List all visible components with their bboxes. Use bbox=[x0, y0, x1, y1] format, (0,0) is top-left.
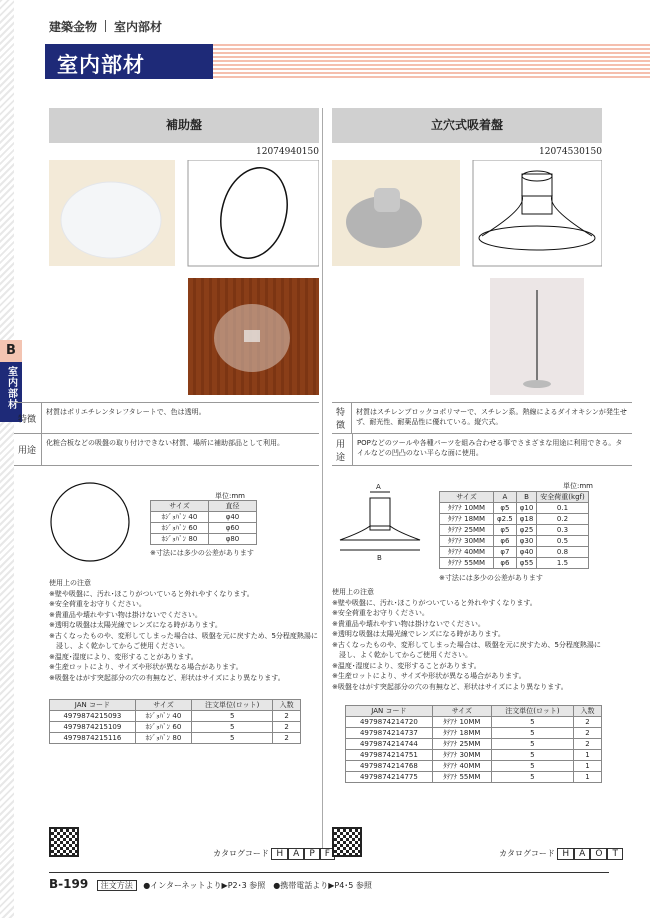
breadcrumb bbox=[49, 18, 162, 35]
jan-header: 注文単位(ロット) bbox=[192, 700, 273, 711]
size-cell: φ7 bbox=[494, 547, 517, 558]
jan-cell: 4979874215109 bbox=[50, 722, 136, 733]
note-line: ※吸盤をはがす突起部分の穴の有無など、形状はサイズにより異なります。 bbox=[49, 673, 285, 682]
jan-cell: ﾀﾃｱﾅ 40MM bbox=[432, 761, 491, 772]
size-header: 安全荷重(kgf) bbox=[537, 492, 588, 503]
size-cell: 0.2 bbox=[537, 514, 588, 525]
jan-cell: 4979874215116 bbox=[50, 733, 136, 744]
suction-plate-photo bbox=[61, 182, 161, 258]
left-notes bbox=[49, 578, 319, 683]
jan-cell: 5 bbox=[192, 711, 273, 722]
catalog-char: F bbox=[320, 848, 335, 860]
note-line: ※生産ロットにより、サイズや形状が異なる場合があります。 bbox=[49, 663, 243, 671]
jan-cell: 2 bbox=[573, 717, 601, 728]
use-text: POPなどのツールや各種パーツを組み合わせる事でさまざまな用途に利用できる。タイルなどの凹凸のない平らな面に使用。 bbox=[356, 439, 623, 457]
jan-cell: 5 bbox=[491, 750, 573, 761]
tube-outline bbox=[370, 498, 390, 530]
breadcrumb-separator bbox=[105, 20, 106, 32]
size-cell: φ80 bbox=[209, 534, 257, 545]
spec-text: 材質はポリエチレンタレフタレートで、色は透明。 bbox=[46, 408, 206, 416]
jan-header: JAN コード bbox=[346, 706, 433, 717]
size-cell: φ40 bbox=[209, 512, 257, 523]
qr-code bbox=[49, 827, 79, 857]
jan-header: サイズ bbox=[432, 706, 491, 717]
left-size-table bbox=[150, 500, 257, 545]
size-cell: φ55 bbox=[516, 558, 537, 569]
size-header: B bbox=[516, 492, 537, 503]
catalog-char: A bbox=[574, 848, 590, 860]
catalog-label: カタログコード bbox=[213, 849, 269, 858]
size-header: サイズ bbox=[151, 501, 209, 512]
spec-label: 特徴 bbox=[14, 403, 42, 433]
catalog-code bbox=[213, 848, 335, 860]
catalog-char: H bbox=[557, 848, 574, 860]
note-line: ※貴重品や壊れやすい物は掛けないでください。 bbox=[332, 619, 485, 628]
dim-b-label: B bbox=[377, 554, 382, 562]
note-line: ※温度･湿度により、変形することがあります。 bbox=[332, 661, 481, 670]
note-line: ※温度･湿度により、変形することがあります。 bbox=[49, 652, 198, 661]
suction-cup-stem bbox=[374, 188, 400, 212]
left-use-row bbox=[14, 433, 319, 466]
jan-cell: ﾀﾃｱﾅ 10MM bbox=[432, 717, 491, 728]
side-tab-letter: B bbox=[0, 340, 22, 362]
hatch-border bbox=[0, 0, 14, 918]
size-cell: ﾎｼﾞｮﾊﾞﾝ 40 bbox=[151, 512, 209, 523]
jan-cell: ﾀﾃｱﾅ 55MM bbox=[432, 772, 491, 783]
jan-cell: 2 bbox=[273, 711, 301, 722]
size-cell: φ5 bbox=[494, 503, 517, 514]
jan-header: 入数 bbox=[573, 706, 601, 717]
jan-cell: 2 bbox=[273, 733, 301, 744]
jan-cell: ﾀﾃｱﾅ 25MM bbox=[432, 739, 491, 750]
product-code: 12074940150 bbox=[256, 147, 319, 157]
jan-cell: 2 bbox=[573, 739, 601, 750]
jan-cell: ﾎｼﾞｮﾊﾞﾝ 40 bbox=[135, 711, 191, 722]
size-cell: φ60 bbox=[209, 523, 257, 534]
jan-cell: 2 bbox=[273, 722, 301, 733]
size-header: A bbox=[494, 492, 517, 503]
catalog-char: O bbox=[590, 848, 607, 860]
note-line: ※安全荷重をお守りください。 bbox=[332, 609, 429, 617]
jan-cell: ﾎｼﾞｮﾊﾞﾝ 60 bbox=[135, 722, 191, 733]
jan-cell: 5 bbox=[491, 728, 573, 739]
size-cell: φ25 bbox=[516, 525, 537, 536]
size-cell: 0.8 bbox=[537, 547, 588, 558]
size-cell: ﾀﾃｱﾅ 10MM bbox=[440, 503, 494, 514]
size-cell: φ30 bbox=[516, 536, 537, 547]
right-spec-row bbox=[332, 402, 632, 433]
jan-cell: 4979874214737 bbox=[346, 728, 433, 739]
note-line: ※透明な吸盤は太陽光線でレンズになる時があります。 bbox=[332, 630, 505, 638]
jan-cell: 5 bbox=[491, 739, 573, 750]
jan-header: 入数 bbox=[273, 700, 301, 711]
use-label: 用途 bbox=[14, 434, 42, 465]
size-cell: φ2.5 bbox=[494, 514, 517, 525]
side-tab-label: 室内部材 bbox=[5, 366, 17, 410]
left-jan-table bbox=[49, 699, 301, 744]
note-line: ※生産ロットにより、サイズや形状が異なる場合があります。 bbox=[332, 672, 526, 680]
size-cell: ﾀﾃｱﾅ 30MM bbox=[440, 536, 494, 547]
size-header: サイズ bbox=[440, 492, 494, 503]
catalog-label: カタログコード bbox=[499, 849, 555, 858]
note-line: 浸し、よく乾かしてからご使用ください。 bbox=[332, 651, 472, 659]
note-line: 浸し、よく乾かしてからご使用ください。 bbox=[49, 642, 189, 650]
jan-cell: 4979874215093 bbox=[50, 711, 136, 722]
title-stripes bbox=[213, 44, 650, 79]
jan-cell: 5 bbox=[491, 761, 573, 772]
size-header: 直径 bbox=[209, 501, 257, 512]
jan-cell: 5 bbox=[491, 772, 573, 783]
note-line: ※安全荷重をお守りください。 bbox=[49, 600, 146, 608]
jan-cell: 5 bbox=[491, 717, 573, 728]
stand-base bbox=[523, 380, 551, 388]
right-use-row bbox=[332, 433, 632, 466]
jan-cell: ﾀﾃｱﾅ 30MM bbox=[432, 750, 491, 761]
drawing-frame bbox=[188, 160, 319, 266]
note-line: ※古くなったものや、変形してしまった場合は、吸盤を元に戻すため、5分程度熱湯に bbox=[49, 631, 318, 640]
product-name: 補助盤 bbox=[49, 108, 319, 143]
tolerance-note: ※寸法には多少の公差があります bbox=[150, 549, 254, 557]
jan-cell: 5 bbox=[192, 722, 273, 733]
notes-title: 使用上の注意 bbox=[332, 588, 374, 596]
spec-text: 材質はスチレンブロックコポリマーで、スチレン系。熱線によるダイオキシンが発生せず、耐光性、耐薬品性に優れている。縦穴式。 bbox=[355, 408, 627, 426]
catalog-char: T bbox=[607, 848, 623, 860]
use-text: 化粧合板などの吸盤の取り付けできない材質、場所に補助部品として利用。 bbox=[46, 439, 284, 447]
dim-a-label: A bbox=[376, 483, 381, 491]
jan-cell: 4979874214775 bbox=[346, 772, 433, 783]
catalog-char: A bbox=[288, 848, 304, 860]
product-left bbox=[49, 108, 319, 157]
size-cell: 0.1 bbox=[537, 503, 588, 514]
unit-label: 単位:mm bbox=[215, 492, 245, 500]
unit-label: 単位:mm bbox=[563, 482, 593, 490]
qr-code bbox=[332, 827, 362, 857]
note-line: ※古くなったものや、変形してしまった場合は、吸盤を元に戻すため、5分程度熱湯に bbox=[332, 640, 601, 649]
column-divider bbox=[322, 108, 323, 848]
breadcrumb-item: 建築金物 bbox=[49, 20, 98, 34]
size-cell: φ10 bbox=[516, 503, 537, 514]
size-cell: φ6 bbox=[494, 558, 517, 569]
jan-cell: 4979874214720 bbox=[346, 717, 433, 728]
left-product-images bbox=[49, 160, 319, 395]
jan-cell: 1 bbox=[573, 772, 601, 783]
size-cell: ﾀﾃｱﾅ 25MM bbox=[440, 525, 494, 536]
jan-header: サイズ bbox=[135, 700, 191, 711]
left-dimension-drawing bbox=[49, 481, 131, 563]
plate-outline bbox=[51, 483, 129, 561]
order-method-text: ●インターネットより▶P2･3 参照 ●携帯電話より▶P4･5 参照 bbox=[143, 881, 372, 890]
notes-title: 使用上の注意 bbox=[49, 579, 91, 587]
page-number: B-199 bbox=[49, 877, 89, 891]
catalog-code bbox=[499, 848, 623, 860]
note-line: ※透明な吸盤は太陽光線でレンズになる時があります。 bbox=[49, 621, 222, 629]
size-cell: φ40 bbox=[516, 547, 537, 558]
note-line: ※壁や吸盤に、汚れ･ほこりがついていると外れやすくなります。 bbox=[49, 589, 254, 598]
left-spec-row bbox=[14, 402, 319, 433]
product-code: 12074530150 bbox=[539, 147, 602, 157]
catalog-char: H bbox=[271, 848, 288, 860]
jan-cell: ﾎｼﾞｮﾊﾞﾝ 80 bbox=[135, 733, 191, 744]
product-name: 立穴式吸着盤 bbox=[332, 108, 602, 143]
jan-cell: 4979874214768 bbox=[346, 761, 433, 772]
cup-outline bbox=[340, 526, 420, 540]
size-cell: 0.5 bbox=[537, 536, 588, 547]
jan-header: 注文単位(ロット) bbox=[491, 706, 573, 717]
spec-label: 特徴 bbox=[332, 403, 352, 433]
catalog-char: P bbox=[304, 848, 319, 860]
order-method-label: 注文方法 bbox=[97, 880, 137, 891]
right-dimension-drawing bbox=[332, 480, 427, 565]
note-line: ※壁や吸盤に、汚れ･ほこりがついていると外れやすくなります。 bbox=[332, 598, 537, 607]
size-cell: 1.5 bbox=[537, 558, 588, 569]
jan-cell: 4979874214744 bbox=[346, 739, 433, 750]
note-line: ※貴重品や壊れやすい物は掛けないでください。 bbox=[49, 610, 202, 619]
right-notes bbox=[332, 587, 622, 692]
size-cell: ﾎｼﾞｮﾊﾞﾝ 80 bbox=[151, 534, 209, 545]
size-cell: ﾎｼﾞｮﾊﾞﾝ 60 bbox=[151, 523, 209, 534]
suction-cup-knob bbox=[244, 330, 260, 342]
size-cell: φ6 bbox=[494, 536, 517, 547]
jan-cell: 4979874214751 bbox=[346, 750, 433, 761]
use-label: 用途 bbox=[332, 434, 353, 465]
right-jan-table bbox=[345, 705, 602, 783]
jan-cell: 2 bbox=[573, 728, 601, 739]
jan-cell: 5 bbox=[192, 733, 273, 744]
page-footer bbox=[49, 872, 609, 891]
size-cell: 0.3 bbox=[537, 525, 588, 536]
size-cell: ﾀﾃｱﾅ 55MM bbox=[440, 558, 494, 569]
size-cell: ﾀﾃｱﾅ 18MM bbox=[440, 514, 494, 525]
size-cell: φ5 bbox=[494, 525, 517, 536]
breadcrumb-item: 室内部材 bbox=[114, 20, 163, 34]
size-cell: ﾀﾃｱﾅ 40MM bbox=[440, 547, 494, 558]
jan-cell: ﾀﾃｱﾅ 18MM bbox=[432, 728, 491, 739]
size-cell: φ18 bbox=[516, 514, 537, 525]
jan-cell: 1 bbox=[573, 761, 601, 772]
jan-cell: 1 bbox=[573, 750, 601, 761]
right-size-table bbox=[439, 491, 589, 569]
page-title: 室内部材 bbox=[45, 44, 213, 79]
jan-header: JAN コード bbox=[50, 700, 136, 711]
tolerance-note: ※寸法には多少の公差があります bbox=[439, 574, 543, 582]
right-product-images bbox=[332, 160, 602, 395]
note-line: ※吸盤をはがす突起部分の穴の有無など、形状はサイズにより異なります。 bbox=[332, 682, 568, 691]
product-right bbox=[332, 108, 602, 157]
